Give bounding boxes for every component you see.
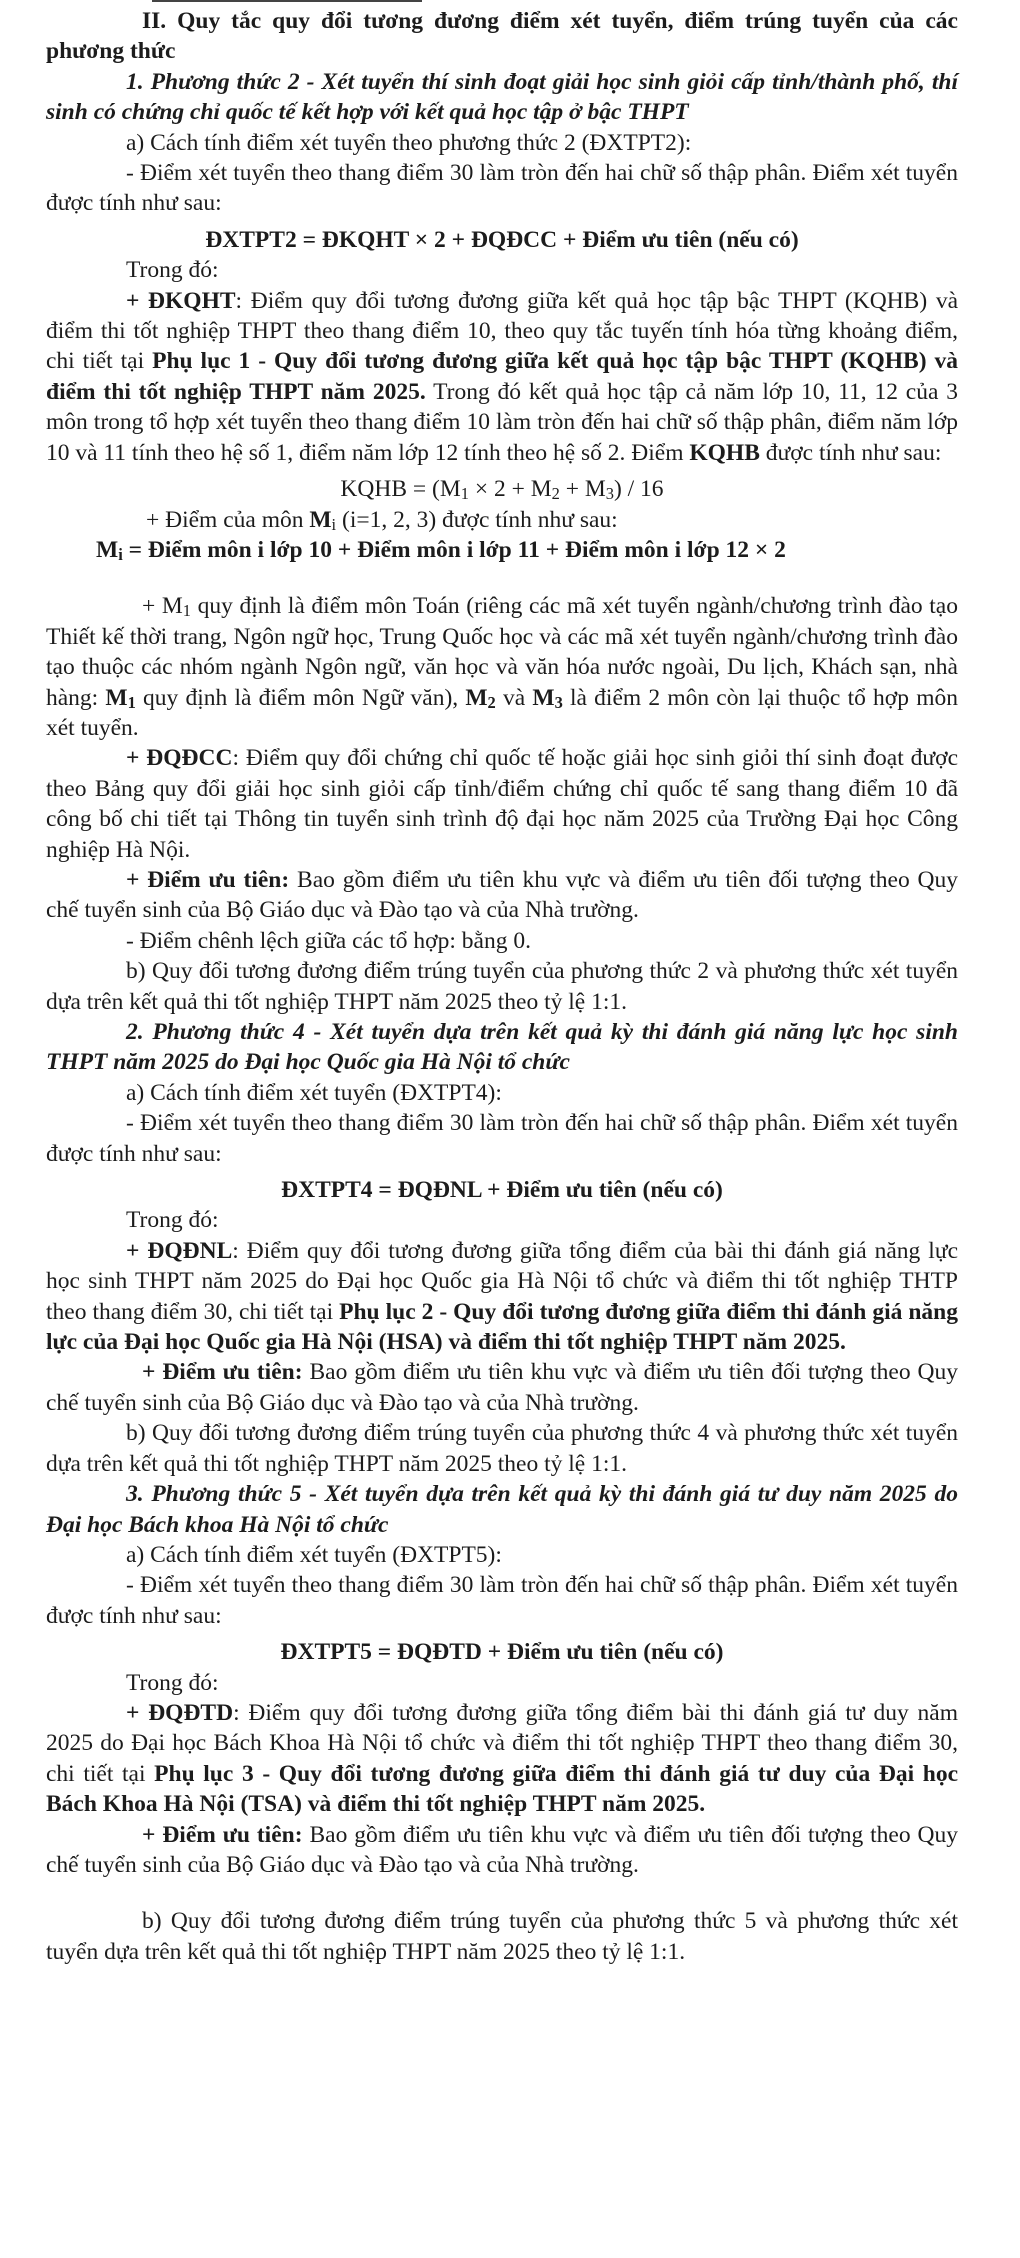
dqdnl-text: : Điểm quy đổi tương đương giữa tổng điểm của bài thi đánh giá năng lực học sinh THPT năm 2025 do Đại học Quốc gia Hà Nội tổ chức và điểm thi tốt nghiệp THTP theo thang điểm 30, chi tiết tại [46, 1237, 958, 1325]
dkqht-text: : Điểm quy đổi tương đương giữa kết quả học tập bậc THPT (KQHB) và điểm thi tốt nghiệp THPT theo thang điểm 10, theo quy tắc tuyến tính hóa từng khoảng điểm, chi tiết tại [46, 287, 958, 375]
dqdnl-paragraph [46, 1236, 958, 1358]
priority-paragraph-s2 [46, 1357, 958, 1418]
subscript: 1 [182, 601, 191, 621]
method-2-b: b) Quy đổi tương đương điểm trúng tuyển của phương thức 2 và phương thức xét tuyển dựa trên kết quả thi tốt nghiệp THPT năm 2025 theo tỷ lệ 1:1. [46, 958, 958, 1015]
formula-dxtpt5: ĐXTPT5 = ĐQĐTD + Điểm ưu tiên (nếu có) [280, 1639, 724, 1666]
method-4-b: b) Quy đổi tương đương điểm trúng tuyển của phương thức 4 và phương thức xét tuyển dựa trên kết quả thi tốt nghiệp THPT năm 2025 theo tỷ lệ 1:1. [46, 1420, 958, 1477]
dkqht-label: + ĐKQHT [126, 287, 236, 314]
m1-symbol: M [105, 684, 128, 711]
method-5-b: b) Quy đổi tương đương điểm trúng tuyển của phương thức 5 và phương thức xét tuyển dựa trên kết quả thi tốt nghiệp THPT năm 2025 theo tỷ lệ 1:1. [46, 1908, 958, 1965]
method-2-a-title: a) Cách tính điểm xét tuyển theo phương thức 2 (ĐXTPT2): [126, 129, 692, 156]
kqhb-formula-part: ) / 16 [613, 476, 664, 503]
priority-label: + Điểm ưu tiên: [142, 1821, 303, 1848]
dqdnl-label: + ĐQĐNL [126, 1237, 233, 1264]
trong-do-label: Trong đó: [126, 1207, 219, 1234]
priority-label: + Điểm ưu tiên: [126, 866, 290, 893]
m1-text: và [495, 684, 533, 711]
method-5-a-title: a) Cách tính điểm xét tuyển (ĐXTPT5): [126, 1541, 502, 1568]
mi-formula-part: M [96, 536, 119, 563]
mi-formula [46, 535, 958, 565]
dqdcc-paragraph [46, 743, 958, 865]
m2-symbol: M [465, 684, 488, 711]
method-2-title: 1. Phương thức 2 - Xét tuyển thí sinh đoạt giải học sinh giỏi cấp tỉnh/thành phố, thí sinh có chứng chỉ quốc tế kết hợp với kết quả học tập ở bậc THPT [46, 68, 958, 126]
priority-paragraph-s3 [46, 1820, 958, 1881]
trong-do-label: Trong đó: [126, 1669, 219, 1696]
kqhb-formula-part: × 2 + M [468, 476, 552, 503]
dkqht-paragraph [46, 286, 958, 468]
m1-text: là điểm 2 môn còn lại thuộc tổ hợp môn xét tuyển. [46, 684, 958, 741]
dqdtd-paragraph [46, 1698, 958, 1820]
m1-text: quy định là điểm môn Ngữ văn), [135, 684, 466, 711]
method-5-title: 3. Phương thức 5 - Xét tuyển dựa trên kết quả kỳ thi đánh giá tư duy năm 2025 do Đại học Bách khoa Hà Nội tổ chức [46, 1481, 958, 1538]
m1-text: + M [142, 593, 183, 620]
subscript: i [118, 544, 123, 564]
method-4-a-line: - Điểm xét tuyển theo thang điểm 30 làm tròn đến hai chữ số thập phân. Điểm xét tuyển được tính như sau: [46, 1110, 958, 1167]
priority-text: Bao gồm điểm ưu tiên khu vực và điểm ưu tiên đối tượng theo Quy chế tuyển sinh của Bộ Giáo dục và Đào tạo và của Nhà trường. [46, 1359, 958, 1416]
subscript: 3 [554, 692, 563, 712]
kqhb-formula [46, 474, 958, 504]
appendix-2-reference: Phụ lục 2 - Quy đổi tương đương giữa điểm thi đánh giá năng lực của Đại học Quốc gia Hà Nội (HSA) và điểm thi tốt nghiệp THPT năm 2025. [46, 1298, 958, 1356]
formula-dxtpt4: ĐXTPT4 = ĐQĐNL + Điểm ưu tiên (nếu có) [281, 1177, 723, 1204]
method-4-a-title: a) Cách tính điểm xét tuyển (ĐXTPT4): [126, 1079, 502, 1106]
dkqht-text-3: được tính như sau: [759, 439, 942, 466]
mi-intro [46, 505, 958, 535]
formula-dxtpt2: ĐXTPT2 = ĐKQHT × 2 + ĐQĐCC + Điểm ưu tiên (nếu có) [205, 226, 799, 253]
dqdcc-text: : Điểm quy đổi chứng chỉ quốc tế hoặc giải học sinh giỏi thí sinh đoạt được theo Bảng quy đổi giải học sinh giỏi cấp tỉnh/điểm chứng chỉ quốc tế sang thang điểm 10 đã công bố chi tiết tại Thông tin tuyển sinh trình độ đại học năm 2025 của Trường Đại học Công nghiệp Hà Nội. [46, 745, 958, 863]
document-body [46, 0, 958, 1967]
dqdcc-label: + ĐQĐCC [126, 745, 233, 772]
kqhb-formula-part: + M [559, 476, 606, 503]
trong-do-label: Trong đó: [126, 257, 219, 284]
m3-symbol: M [532, 684, 555, 711]
dqdtd-text: : Điểm quy đổi tương đương giữa tổng điểm bài thi đánh giá tư duy năm 2025 do Đại học Bách Khoa Hà Nội tổ chức và điểm thi tốt nghiệp THPT theo thang điểm 30, chi tiết tại [46, 1699, 958, 1787]
appendix-1-reference: Phụ lục 1 - Quy đổi tương đương giữa kết quả học tập bậc THPT (KQHB) và điểm thi tốt nghiệp THPT năm 2025. [46, 348, 958, 405]
method-5-a-line: - Điểm xét tuyển theo thang điểm 30 làm tròn đến hai chữ số thập phân. Điểm xét tuyển được tính như sau: [46, 1572, 958, 1629]
top-rule [152, 0, 422, 2]
subscript: 1 [460, 484, 469, 504]
dkqht-text-2: Trong đó kết quả học tập cả năm lớp 10, 11, 12 của 3 môn trong tổ hợp xét tuyển theo thang điểm 10 làm tròn đến hai chữ số thập phân, điểm năm lớp 10 và 11 tính theo hệ số 1, điểm năm lớp 12 tính theo hệ số 2. Điểm [46, 378, 958, 466]
method-4-title: 2. Phương thức 4 - Xét tuyển dựa trên kết quả kỳ thi đánh giá năng lực học sinh THPT năm 2025 do Đại học Quốc gia Hà Nội tổ chức [46, 1019, 958, 1076]
m1-paragraph [46, 591, 958, 743]
priority-label: + Điểm ưu tiên: [142, 1359, 303, 1386]
mi-intro-text: (i=1, 2, 3) được tính như sau: [336, 506, 618, 533]
kqhb-formula-part: KQHB = (M [340, 476, 461, 503]
priority-text: Bao gồm điểm ưu tiên khu vực và điểm ưu tiên đối tượng theo Quy chế tuyển sinh của Bộ Giáo dục và Đào tạo và của Nhà trường. [46, 1821, 958, 1878]
mi-intro-text: + Điểm của môn [146, 506, 310, 533]
subscript: 2 [551, 484, 560, 504]
subscript: 3 [605, 484, 614, 504]
subscript: 2 [487, 692, 496, 712]
section-heading: II. Quy tắc quy đổi tương đương điểm xét tuyển, điểm trúng tuyển của các phương thức [46, 8, 958, 65]
appendix-3-reference: Phụ lục 3 - Quy đổi tương đương giữa điểm thi đánh giá tư duy của Đại học Bách Khoa Hà Nội (TSA) và điểm thi tốt nghiệp THPT năm 2025. [46, 1760, 959, 1818]
dqdtd-label: + ĐQĐTD [126, 1699, 234, 1726]
combination-difference: - Điểm chênh lệch giữa các tổ hợp: bằng 0. [126, 927, 531, 954]
priority-paragraph-s1 [46, 865, 958, 926]
subscript: 1 [127, 692, 136, 712]
subscript: i [331, 514, 337, 534]
kqhb-bold: KQHB [689, 439, 760, 466]
method-2-a-line: - Điểm xét tuyển theo thang điểm 30 làm tròn đến hai chữ số thập phân. Điểm xét tuyển được tính như sau: [46, 160, 958, 217]
mi-formula-part: = Điểm môn i lớp 10 + Điểm môn i lớp 11 + Điểm môn i lớp 12 × 2 [122, 536, 786, 563]
m1-text: quy định là điểm môn Toán (riêng các mã xét tuyển ngành/chương trình đào tạo Thiết kế thời trang, Ngôn ngữ học, Trung Quốc học và các mã xét tuyển ngành/chương trình đào tạo thuộc các nhóm ngành Ngôn ngữ, văn học và văn hóa nước ngoài, Du lịch, Khách sạn, nhà hàng: [46, 593, 958, 711]
mi-symbol: M [309, 506, 332, 533]
priority-text: Bao gồm điểm ưu tiên khu vực và điểm ưu tiên đối tượng theo Quy chế tuyển sinh của Bộ Giáo dục và Đào tạo và của Nhà trường. [46, 866, 959, 924]
